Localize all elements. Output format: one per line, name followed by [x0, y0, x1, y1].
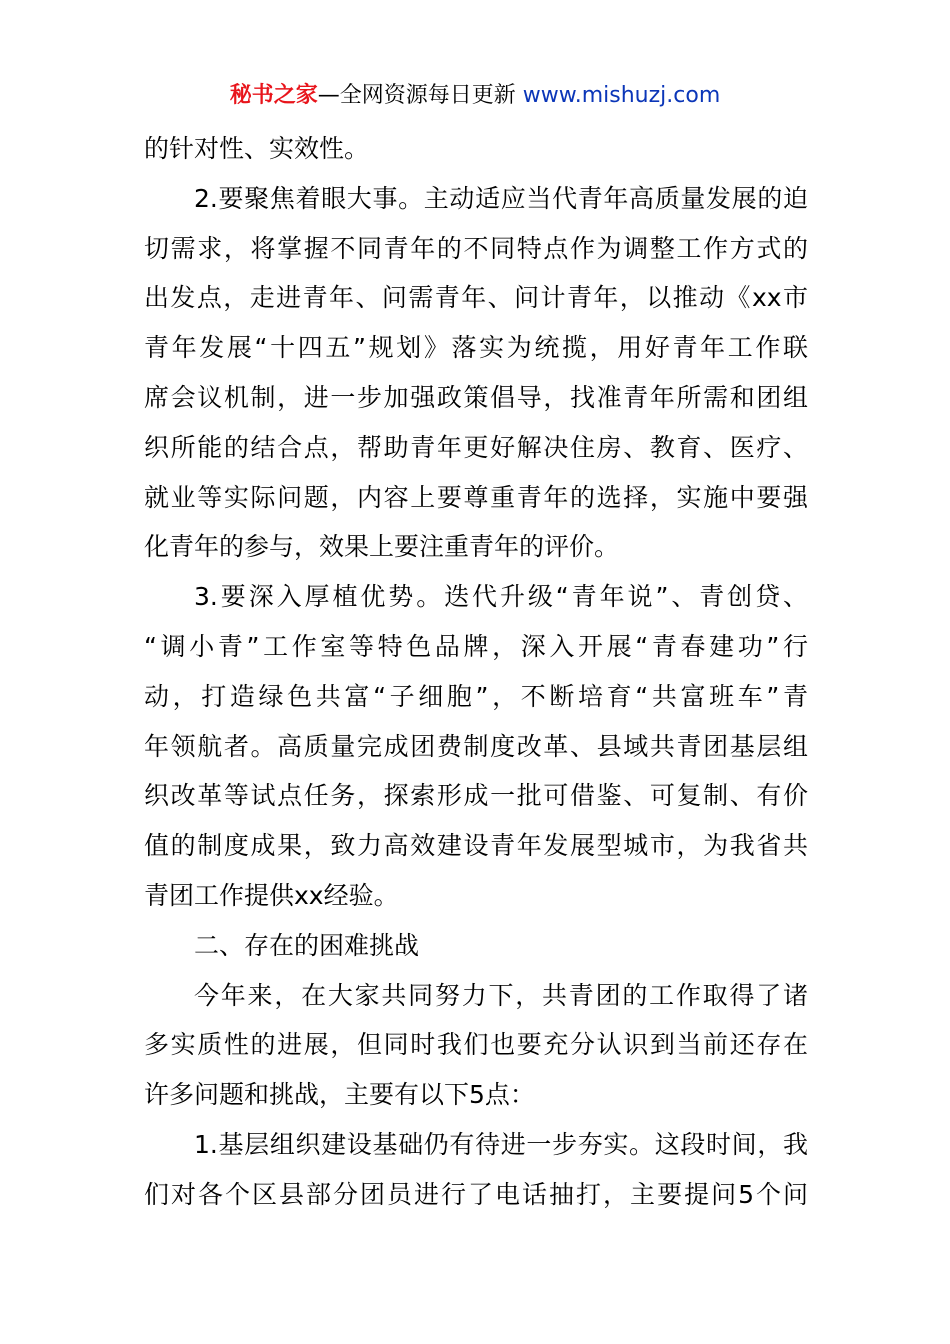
- text-line: 出发点，走进青年、问需青年、问计青年，以推动《xx市: [144, 283, 808, 313]
- brand-name: 秘书之家: [229, 83, 318, 108]
- text-line: 值的制度成果，致力高效建设青年发展型城市，为我省共: [144, 831, 808, 861]
- text-line: 席会议机制，进一步加强政策倡导，找准青年所需和团组: [144, 382, 808, 412]
- header-tagline: —全网资源每日更新: [317, 83, 523, 108]
- text-line: “调小青”工作室等特色品牌，深入开展“青春建功”行: [144, 631, 808, 661]
- section-heading: 二、存在的困难挑战: [194, 930, 420, 960]
- text-line: 年领航者。高质量完成团费制度改革、县域共青团基层组: [144, 731, 808, 761]
- text-line: 就业等实际问题，内容上要尊重青年的选择，实施中要强: [144, 482, 808, 512]
- text-line: 3.要深入厚植优势。迭代升级“青年说”、青创贷、: [194, 582, 808, 612]
- text-line: 织所能的结合点，帮助青年更好解决住房、教育、医疗、: [144, 432, 808, 462]
- text-line: 今年来，在大家共同努力下，共青团的工作取得了诸: [194, 980, 808, 1010]
- text-line: 1.基层组织建设基础仍有待进一步夯实。这段时间，我: [194, 1129, 808, 1159]
- text-line: 多实质性的进展，但同时我们也要充分认识到当前还存在: [144, 1030, 808, 1060]
- site-url-link[interactable]: www.mishuzj.com: [522, 83, 721, 108]
- text-line: 许多问题和挑战，主要有以下5点：: [144, 1080, 535, 1110]
- text-line: 化青年的参与，效果上要注重青年的评价。: [144, 532, 620, 562]
- text-line: 切需求，将掌握不同青年的不同特点作为调整工作方式的: [144, 233, 808, 263]
- text-line: 织改革等试点任务，探索形成一批可借鉴、可复制、有价: [144, 781, 808, 811]
- text-line: 动，打造绿色共富“子细胞”，不断培育“共富班车”青: [144, 681, 808, 711]
- document-body: [144, 124, 808, 1220]
- text-line: 2.要聚焦着眼大事。主动适应当代青年高质量发展的迫: [194, 183, 808, 213]
- text-line: 的针对性、实效性。: [144, 134, 370, 163]
- site-header: [0, 80, 950, 112]
- text-line: 青团工作提供xx经验。: [144, 880, 399, 910]
- text-line: 们对各个区县部分团员进行了电话抽打，主要提问5个问: [144, 1179, 808, 1209]
- text-line: 青年发展“十四五”规划》落实为统揽，用好青年工作联: [144, 333, 808, 363]
